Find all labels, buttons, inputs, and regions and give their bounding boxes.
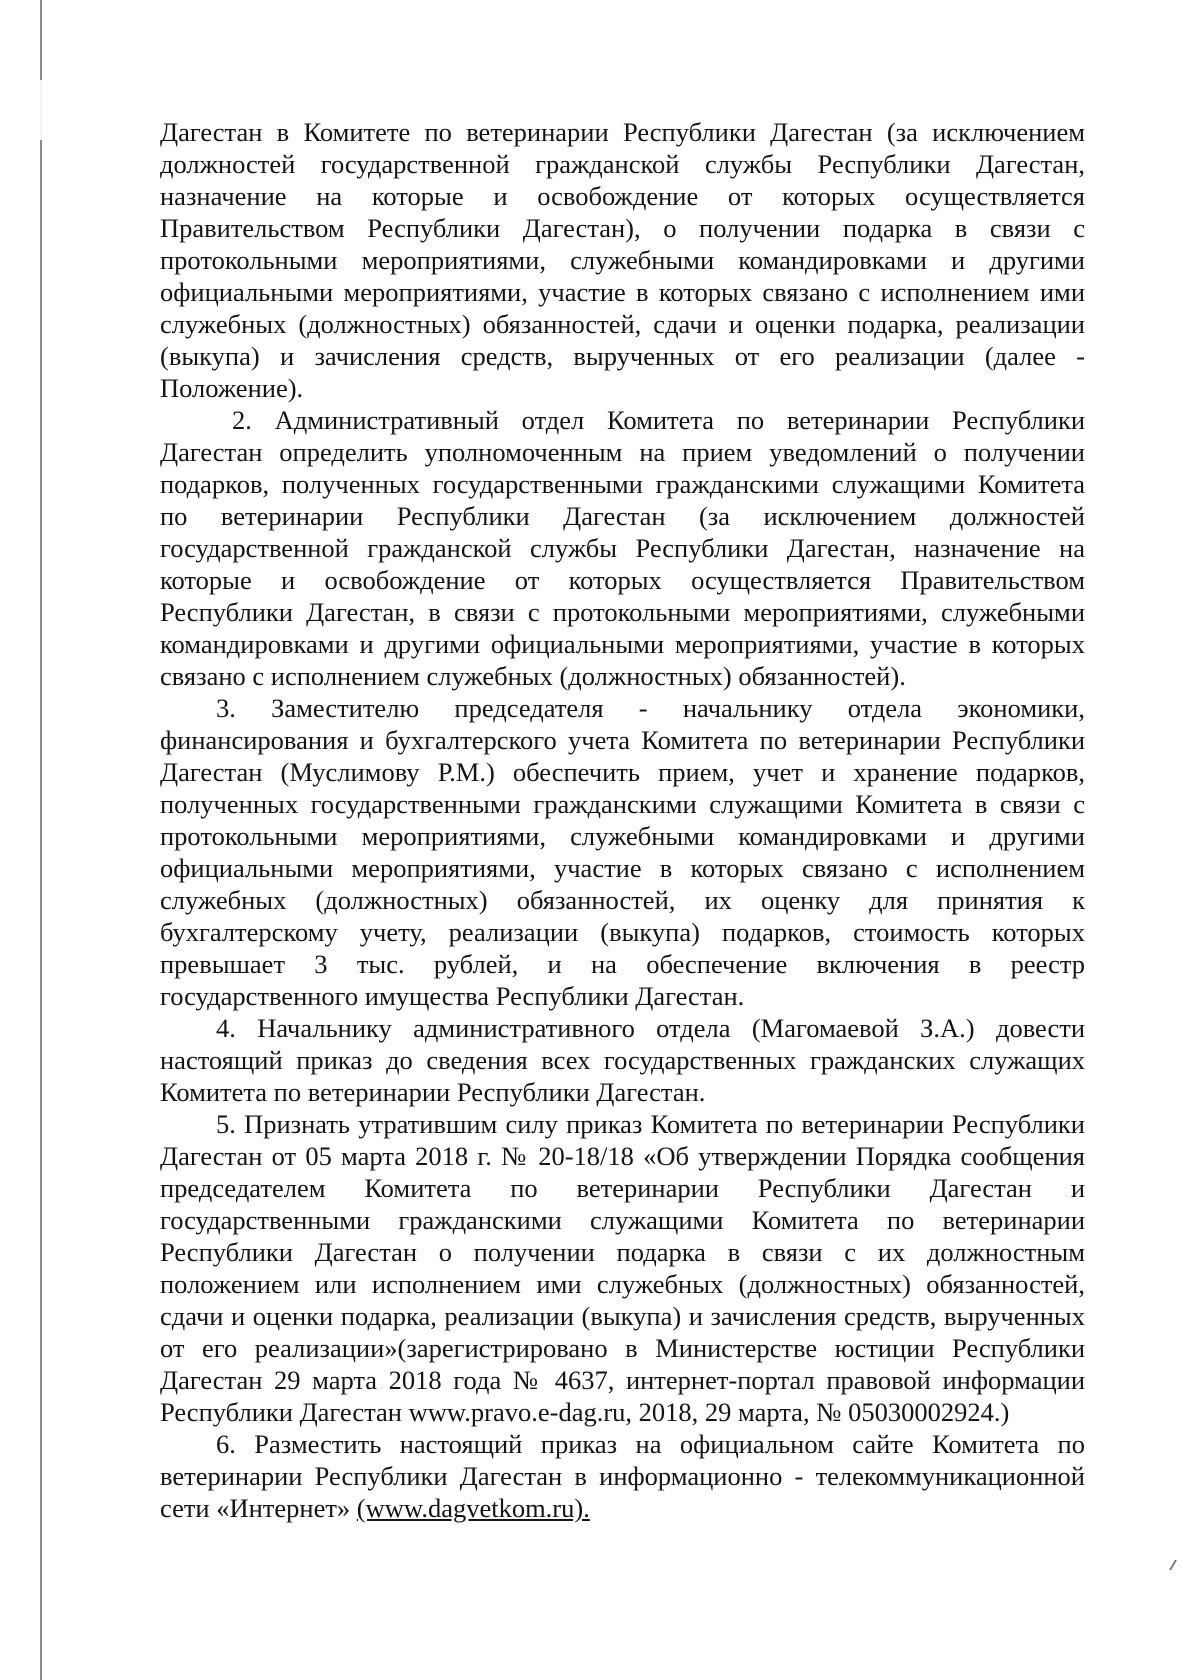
document-page <box>160 116 1085 1524</box>
paragraph-item-6-text: 6. Разместить настоящий приказ на официальном сайте Комитета по ветеринарии Республики Дагестан в информационно - телекоммуникационной сети «Интернет» <box>160 1429 1085 1523</box>
scan-left-edge <box>40 0 42 1680</box>
paragraph-item-2: 2. Административный отдел Комитета по ветеринарии Республики Дагестан определить уполномоченным на прием уведомлений о получении подарков, полученных государственными гражданскими служащими Комитета по ветеринарии Республики Дагестан (за исключением должностей государственной гражданской службы Республики Дагестан, назначение на которые и освобождение от которых осуществляется Правительством Республики Дагестан, в связи с протокольными мероприятиями, служебными командировками и другими официальными мероприятиями, участие в которых связано с исполнением служебных (должностных) обязанностей). <box>160 405 1085 691</box>
scan-pen-mark <box>1165 1560 1177 1570</box>
paragraph-item-5: 5. Признать утратившим силу приказ Комитета по ветеринарии Республики Дагестан от 05 марта 2018 г. № 20-18/18 «Об утверждении Порядка сообщения председателем Комитета по ветеринарии Республики Дагестан и государственными гражданскими служащими Комитета по ветеринарии Республики Дагестан о получении подарка в связи с их должностным положением или исполнением ими служебных (должностных) обязанностей, сдачи и оценки подарка, реализации (выкупа) и зачисления средств, вырученных от его реализации»(зарегистрировано в Министерстве юстиции Республики Дагестан 29 марта 2018 года № 4637, интернет-портал правовой информации Республики Дагестан www.pravo.e-dag.ru, 2018, 29 марта, № 05030002924.) <box>160 1109 1085 1427</box>
scan-edge-gap <box>40 80 42 140</box>
website-link[interactable]: (www.dagvetkom.ru). <box>356 1493 590 1523</box>
paragraph-continuation: Дагестан в Комитете по ветеринарии Республики Дагестан (за исключением должностей государственной гражданской службы Республики Дагестан, назначение на которые и освобождение от которых осуществляется Правительством Республики Дагестан), о получении подарка в связи с протокольными мероприятиями, служебными командировками и другими официальными мероприятиями, участие в которых связано с исполнением ими служебных (должностных) обязанностей, сдачи и оценки подарка, реализации (выкупа) и зачисления средств, вырученных от его реализации (далее - Положение). <box>160 117 1085 403</box>
paragraph-item-4: 4. Начальнику административного отдела (Магомаевой З.А.) довести настоящий приказ до сведения всех государственных гражданских служащих Комитета по ветеринарии Республики Дагестан. <box>160 1013 1085 1107</box>
paragraph-item-6 <box>160 1428 1085 1524</box>
paragraph-item-3: 3. Заместителю председателя - начальнику отдела экономики, финансирования и бухгалтерского учета Комитета по ветеринарии Республики Дагестан (Муслимову Р.М.) обеспечить прием, учет и хранение подарков, полученных государственными гражданскими служащими Комитета в связи с протокольными мероприятиями, служебными командировками и другими официальными мероприятиями, участие в которых связано с исполнением служебных (должностных) обязанностей, их оценку для принятия к бухгалтерскому учету, реализации (выкупа) подарков, стоимость которых превышает 3 тыс. рублей, и на обеспечение включения в реестр государственного имущества Республики Дагестан. <box>160 693 1085 1011</box>
